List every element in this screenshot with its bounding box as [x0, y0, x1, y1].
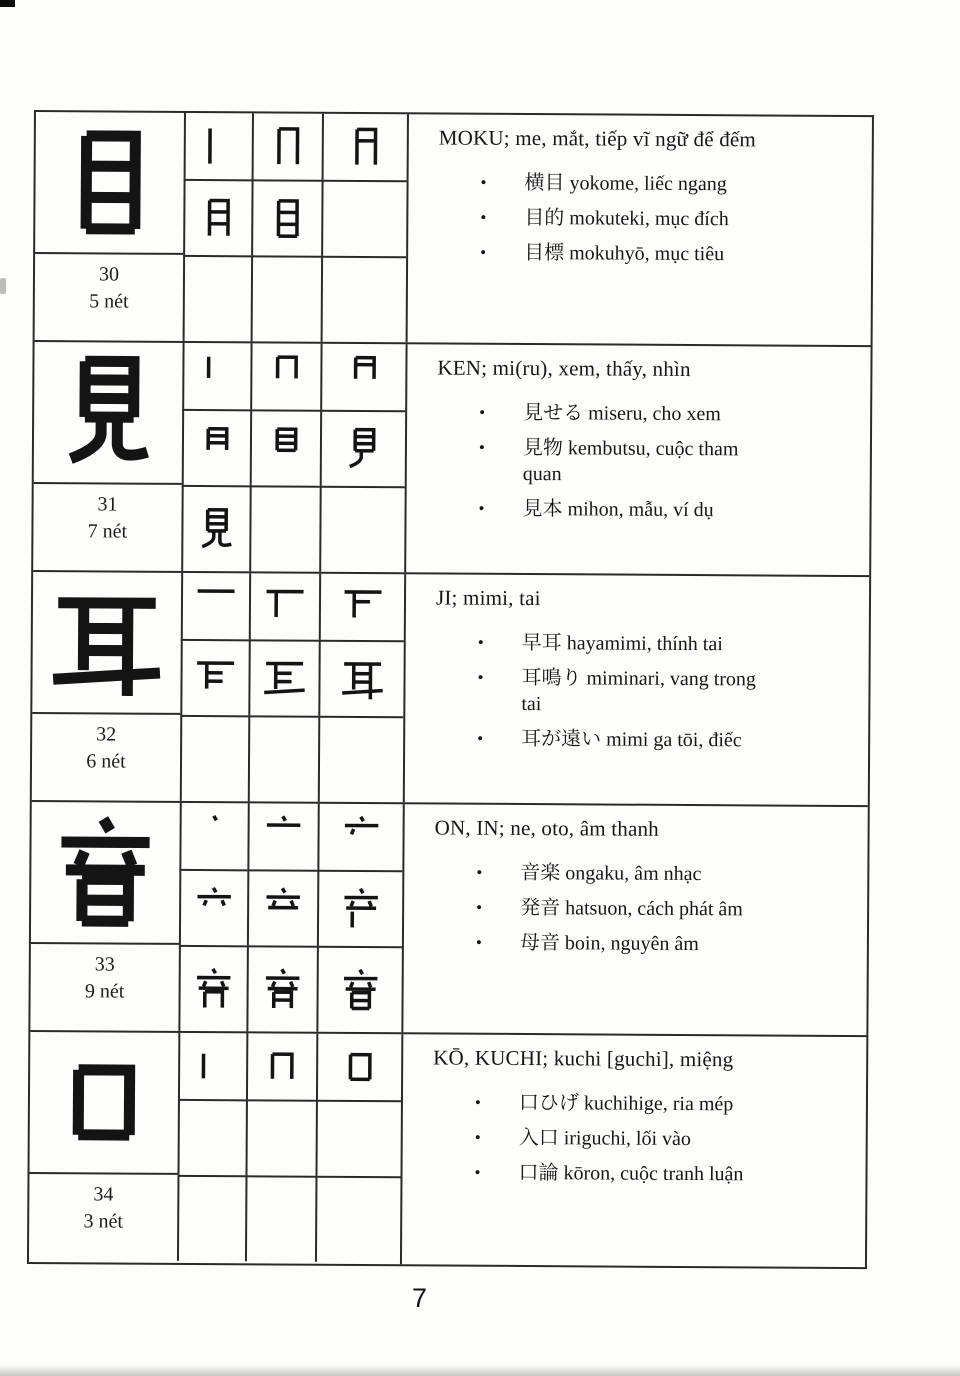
example-text: 目標 mokuhyō, mục tiêu [524, 241, 725, 266]
example-list [432, 1089, 850, 1188]
bullet-icon: • [476, 897, 483, 917]
reading-heading: KEN; mi(ru), xem, thấy, nhìn [437, 355, 691, 382]
stroke-diagram-glyph [260, 967, 304, 1011]
kanji-cell [34, 342, 183, 483]
stroke-diagram-cell [178, 1033, 246, 1099]
stroke-diagram-glyph [263, 584, 307, 628]
example-text: 発音 hatsuon, cách phát âm [520, 896, 743, 921]
stroke-diagram-cell [318, 640, 403, 717]
stroke-diagram-cell [315, 1100, 400, 1177]
example-item [437, 434, 854, 489]
stroke-diagram-glyph [197, 124, 241, 168]
example-list [438, 169, 856, 268]
stroke-diagram-cell [318, 716, 404, 803]
kanji-number-cell [30, 942, 179, 1031]
stroke-order-grid [180, 573, 404, 802]
stroke-diagram-cell [247, 803, 317, 869]
example-item [434, 894, 851, 923]
example-item [435, 725, 852, 754]
stroke-diagram-cell [319, 486, 405, 573]
kanji-index: 31 [97, 493, 118, 516]
stroke-diagram-glyph [264, 426, 308, 470]
kanji-number-cell [33, 482, 182, 571]
stroke-diagram-cell [177, 1175, 246, 1261]
stroke-diagram-glyph [265, 196, 309, 240]
kanji-cell [30, 1032, 179, 1173]
kanji-index: 33 [94, 953, 115, 976]
example-text: 見物 kembutsu, cuộc tham quan [522, 436, 739, 486]
kanji-index: 30 [98, 263, 120, 286]
stroke-diagram-cell [251, 179, 321, 255]
stroke-diagram-cell [182, 343, 250, 409]
example-item [438, 169, 855, 198]
stroke-diagram-glyph [193, 656, 237, 700]
example-text: 目的 mokuteki, mục đích [524, 206, 729, 231]
stroke-diagram-cell [180, 639, 248, 715]
stroke-diagram-glyph [261, 886, 305, 930]
example-text: 横目 yokome, liếc ngang [524, 171, 727, 196]
example-item [434, 929, 851, 958]
bullet-icon: • [478, 437, 485, 457]
stroke-diagram-glyph [194, 507, 238, 551]
reading-heading: MOKU; me, mắt, tiếp vĩ ngữ để đếm [438, 125, 757, 152]
kanji-glyph [47, 814, 164, 931]
example-item [432, 1159, 849, 1188]
stroke-diagram-glyph [195, 354, 239, 398]
stroke-diagram-cell [181, 573, 249, 639]
example-item [438, 204, 855, 233]
stroke-diagram-cell [250, 343, 320, 409]
bullet-icon: • [477, 728, 484, 748]
bullet-icon: • [480, 207, 487, 227]
example-text: 見せる miseru, cho xem [523, 401, 721, 426]
stroke-diagram-glyph [338, 968, 382, 1012]
stroke-count-label: 3 nét [83, 1210, 123, 1233]
bullet-icon: • [479, 402, 486, 422]
kanji-column-cell [32, 572, 181, 801]
example-text: 耳が遠い mimi ga tōi, điếc [521, 727, 742, 752]
reading-cell [406, 114, 872, 345]
stroke-order-grid [183, 113, 407, 342]
stroke-diagram-glyph [195, 426, 239, 470]
kanji-number-cell [35, 252, 184, 341]
stroke-count-label: 7 nét [87, 520, 128, 543]
bullet-icon: • [480, 242, 487, 262]
page-number: 7 [412, 1283, 428, 1313]
stroke-diagram-glyph [342, 355, 386, 399]
kanji-row-34 [29, 1032, 866, 1267]
stroke-diagram-cell [247, 869, 317, 945]
stroke-diagram-cell [248, 715, 319, 801]
stroke-diagram-glyph [192, 886, 236, 930]
example-item [435, 664, 852, 719]
bullet-icon: • [474, 1127, 481, 1147]
bullet-icon: • [474, 1092, 481, 1112]
stroke-diagram-cell [179, 803, 247, 869]
kanji-row-33 [30, 802, 867, 1037]
reading-cell [404, 344, 870, 575]
kanji-column-cell [35, 112, 184, 341]
example-item [436, 495, 853, 524]
stroke-diagram-glyph [340, 585, 384, 629]
stroke-diagram-cell [181, 485, 250, 571]
reading-cell [401, 804, 867, 1035]
stroke-diagram-cell [183, 179, 251, 255]
example-text: 音楽 ongaku, âm nhạc [520, 861, 702, 886]
kanji-index: 34 [93, 1183, 114, 1206]
example-item [433, 1124, 850, 1153]
stroke-diagram-cell [178, 945, 247, 1031]
example-item [438, 239, 855, 268]
stroke-diagram-cell [320, 410, 405, 487]
stroke-diagram-cell [183, 255, 252, 341]
stroke-order-grid [178, 803, 402, 1032]
stroke-diagram-cell [249, 485, 320, 571]
example-list [434, 859, 852, 958]
bullet-icon: • [475, 932, 482, 952]
kanji-column-cell [33, 342, 182, 571]
kanji-glyph [50, 354, 167, 471]
example-text: 口ひげ kuchihige, ria mép [518, 1091, 734, 1116]
stroke-diagram-cell [248, 639, 318, 715]
stroke-diagram-cell [182, 409, 250, 485]
stroke-diagram-glyph [339, 815, 383, 859]
kanji-glyph [46, 1044, 163, 1161]
scan-artifact-bottom-edge [0, 1365, 960, 1376]
bullet-icon: • [478, 498, 485, 518]
stroke-diagram-glyph [192, 814, 236, 858]
stroke-diagram-cell [321, 180, 406, 257]
stroke-diagram-glyph [338, 887, 382, 931]
stroke-diagram-cell [319, 574, 404, 641]
stroke-diagram-glyph [341, 427, 385, 471]
example-item [437, 399, 854, 428]
bullet-icon: • [477, 667, 484, 687]
kanji-index: 32 [96, 723, 117, 746]
scan-artifact-top-left [0, 0, 15, 7]
example-text: 見本 mihon, mẫu, ví dụ [522, 497, 714, 522]
kanji-glyph [51, 124, 168, 241]
scan-artifact-left-edge [0, 278, 6, 294]
stroke-diagram-glyph [340, 657, 384, 701]
stroke-diagram-cell [245, 1099, 315, 1175]
kanji-cell [32, 572, 181, 713]
stroke-diagram-cell [245, 1175, 316, 1261]
stroke-count-label: 9 nét [84, 980, 125, 1003]
stroke-diagram-glyph [196, 196, 240, 240]
stroke-diagram-cell [317, 804, 402, 871]
stroke-diagram-glyph [338, 1045, 382, 1089]
stroke-diagram-glyph [261, 814, 305, 858]
example-text: 口論 kōron, cuộc tranh luận [518, 1161, 744, 1186]
example-list [435, 629, 853, 754]
kanji-row-32 [32, 572, 869, 807]
example-text: 入口 iriguchi, lối vào [518, 1126, 691, 1151]
reading-cell [400, 1034, 866, 1267]
reading-cell [403, 574, 869, 805]
stroke-diagram-cell [322, 114, 407, 181]
kanji-cell [31, 802, 180, 943]
stroke-diagram-cell [317, 870, 402, 947]
stroke-diagram-cell [250, 409, 320, 485]
kanji-number-cell [29, 1172, 178, 1261]
stroke-diagram-glyph [264, 354, 308, 398]
reading-heading: KŌ, KUCHI; kuchi [guchi], miệng [433, 1045, 734, 1072]
stroke-diagram-glyph [266, 124, 310, 168]
bullet-icon: • [474, 1162, 481, 1182]
stroke-diagram-glyph [343, 125, 387, 169]
stroke-diagram-cell [251, 255, 322, 341]
stroke-diagram-glyph [191, 1044, 235, 1088]
kanji-number-cell [32, 712, 181, 801]
kanji-cell [35, 112, 184, 253]
bullet-icon: • [476, 862, 483, 882]
stroke-diagram-cell [246, 945, 317, 1031]
stroke-diagram-cell [184, 113, 252, 179]
stroke-count-label: 6 nét [86, 750, 126, 773]
stroke-diagram-cell [177, 1099, 245, 1175]
kanji-column-cell [29, 1032, 178, 1263]
bullet-icon: • [480, 172, 487, 192]
stroke-diagram-glyph [262, 656, 306, 700]
stroke-diagram-cell [321, 256, 407, 343]
stroke-diagram-cell [179, 869, 247, 945]
reading-heading: ON, IN; ne, oto, âm thanh [434, 815, 659, 841]
stroke-diagram-glyph [260, 1044, 304, 1088]
example-item [436, 629, 853, 658]
stroke-diagram-cell [249, 573, 319, 639]
stroke-diagram-cell [315, 1176, 401, 1263]
bullet-icon: • [477, 632, 484, 652]
reading-heading: JI; mimi, tai [435, 585, 541, 611]
example-text: 母音 boin, nguyên âm [519, 931, 699, 956]
stroke-diagram-cell [316, 946, 402, 1033]
example-text: 耳鳴り miminari, vang trong tai [521, 666, 757, 716]
stroke-diagram-glyph [191, 967, 235, 1011]
kanji-table [27, 110, 874, 1269]
example-item [434, 859, 851, 888]
stroke-diagram-glyph [194, 584, 238, 628]
example-item [433, 1089, 850, 1118]
stroke-diagram-cell [252, 113, 322, 179]
kanji-column-cell [30, 802, 179, 1031]
kanji-row-30 [35, 112, 872, 347]
stroke-count-label: 5 nét [89, 290, 129, 313]
stroke-diagram-cell [246, 1033, 316, 1099]
example-text: 早耳 hayamimi, thính tai [521, 631, 723, 656]
stroke-diagram-cell [180, 715, 249, 801]
example-list [436, 399, 854, 524]
kanji-row-31 [33, 342, 870, 577]
stroke-diagram-cell [320, 344, 405, 411]
stroke-order-grid [177, 1033, 401, 1264]
kanji-glyph [48, 584, 165, 701]
stroke-diagram-cell [316, 1034, 401, 1101]
stroke-order-grid [181, 343, 405, 572]
